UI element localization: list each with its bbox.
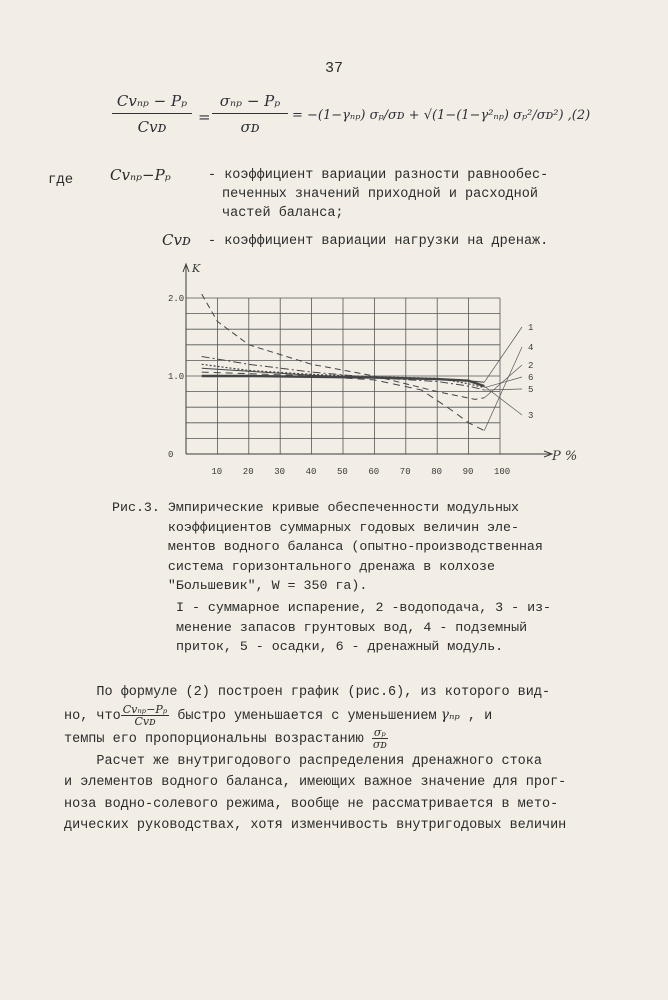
x-tick-label: 80 [431, 467, 443, 477]
where-label: где [48, 172, 74, 188]
body-text-fragment: , и [459, 708, 493, 724]
inline-fraction [121, 704, 170, 727]
legend-line: приток, 5 - осадки, 6 - дренажный модуль. [176, 639, 504, 654]
body-line: и элементов водного баланса, имеющих важное значение для прог- [64, 775, 567, 791]
legend-line: менение запасов грунтовых вод, 4 - подземный [176, 619, 528, 635]
definition-2-line: - коэффициент вариации нагрузки на дренаж. [208, 234, 549, 249]
curve-label-6: 6 [528, 373, 534, 383]
fraction-denominator: σᴅ [372, 738, 387, 752]
formula-2 [112, 92, 591, 152]
body-text [64, 682, 604, 837]
body-line: ноза водно-солевого режима, вообще не рассматривается в мето- [64, 796, 559, 812]
x-tick-label: 40 [305, 467, 317, 477]
body-line: Расчет же внутригодового распределения дренажного стока [64, 753, 542, 769]
probability-curves-chart [150, 258, 600, 486]
body-line: дических руководствах, хотя изменчивость внутригодовых величин [64, 818, 567, 834]
definition-1-text [208, 166, 568, 223]
curve-label-4: 4 [528, 343, 534, 353]
legend-line: I - суммарное испарение, 2 -водоподача, 3 - из- [176, 600, 552, 615]
body-line [64, 727, 604, 751]
caption-line: Рис.3. Эмпирические кривые обеспеченности модульных [112, 500, 519, 515]
formula-middle-denominator: σᴅ [240, 118, 260, 136]
y-tick-label: 2.0 [168, 294, 185, 304]
curve-label-1: 1 [528, 323, 534, 333]
curve-label-5: 5 [528, 385, 534, 395]
formula-middle-numerator: σₙₚ − Pₚ [212, 92, 288, 114]
fraction-numerator: Cvₙₚ−Pₚ [122, 702, 168, 716]
equals-sign: = [198, 108, 211, 126]
definition-1-line: частей баланса; [222, 206, 344, 221]
definition-2-symbol: Cvᴅ [162, 231, 191, 249]
x-axis-label: P % [552, 449, 578, 464]
leader-line-4 [484, 347, 522, 431]
definition-1-symbol: Cvₙₚ−Pₚ [110, 166, 171, 184]
x-tick-label: 70 [399, 467, 411, 477]
inline-fraction [372, 727, 388, 750]
formula-middle [212, 92, 288, 136]
definition-1-line: печенных значений приходной и расходной [222, 187, 538, 202]
x-tick-label: 20 [242, 467, 254, 477]
curve-label-3: 3 [528, 411, 534, 421]
fraction-denominator: Cvᴅ [134, 714, 156, 728]
leader-line-2 [484, 365, 522, 398]
figure-legend [176, 598, 596, 657]
formula-lhs [112, 92, 192, 136]
x-tick-label: 30 [274, 467, 286, 477]
body-text-fragment: быстро уменьшается с уменьшением [169, 708, 437, 724]
formula-lhs-numerator: Cvₙₚ − Pₚ [112, 92, 192, 114]
body-line [64, 704, 604, 728]
definition-1-line: - коэффициент вариации разности равнообес- [208, 168, 549, 183]
body-text-fragment: но, что [64, 708, 121, 724]
curve-label-2: 2 [528, 361, 534, 371]
y-axis-label: K [192, 262, 201, 275]
x-tick-label: 60 [368, 467, 380, 477]
leader-line-6 [484, 377, 522, 388]
gamma-symbol: γₙₚ [436, 706, 460, 723]
x-tick-label: 90 [462, 467, 474, 477]
leader-line-1 [484, 327, 522, 382]
leader-line-3 [484, 386, 522, 415]
x-tick-label: 100 [494, 467, 511, 477]
body-text-fragment: темпы его пропорциональны возрастанию [64, 732, 364, 748]
formula-rhs: = −(1−γₙₚ) σₚ/σᴅ + √(1−(1−γ²ₙₚ) σₚ²/σᴅ²) ,(2) [292, 108, 591, 123]
caption-line: ментов водного баланса (опытно-производственная [112, 539, 543, 554]
x-tick-label: 10 [211, 467, 223, 477]
figure-caption [112, 498, 592, 596]
definition-2-text [208, 232, 568, 251]
page-number: 37 [324, 60, 343, 77]
x-tick-label: 50 [337, 467, 348, 477]
fraction-numerator: σₚ [373, 726, 386, 740]
caption-line: коэффициентов суммарных годовых величин эле- [112, 519, 519, 535]
caption-line: "Большевик", W = 350 га). [112, 578, 368, 593]
formula-lhs-denominator: Cvᴅ [137, 118, 167, 136]
y-tick-label: 0 [168, 450, 174, 460]
y-tick-label: 1.0 [168, 372, 185, 382]
caption-line: система горизонтального дренажа в колхозе [112, 558, 496, 574]
body-line: По формуле (2) построен график (рис.6), из которого вид- [64, 685, 551, 700]
